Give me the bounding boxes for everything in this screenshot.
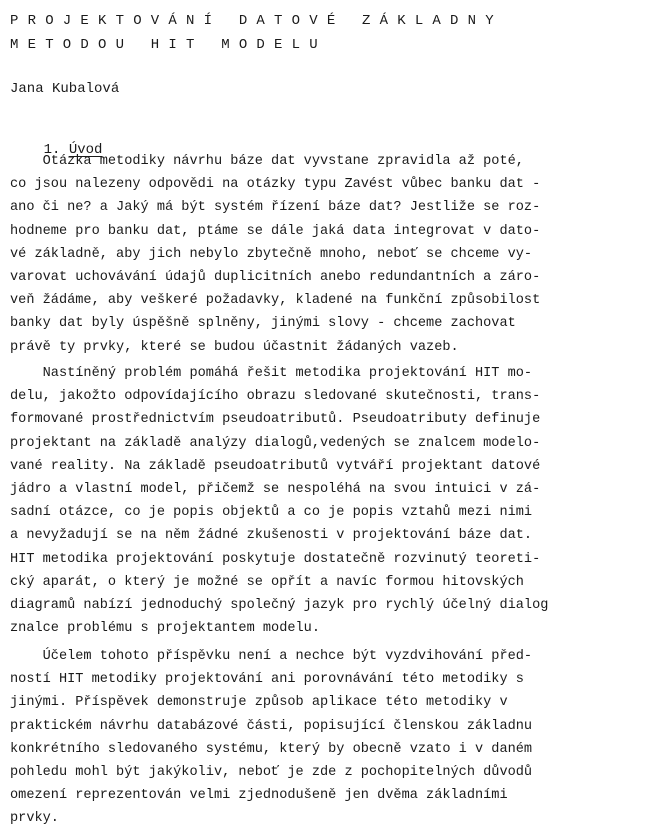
paragraph-line: vané reality. Na základě pseudoatributů vytváří projektant datové (10, 458, 541, 474)
paragraph-line: Nastíněný problém pomáhá řešit metodika projektování HIT mo- (10, 366, 533, 381)
paragraph-line: právě ty prvky, které se budou účastnit žádaných vazeb. (10, 339, 459, 355)
paragraph-line: Účelem tohoto příspěvku není a nechce být vyzdvihování před- (10, 649, 533, 664)
paragraph-line: a nevyžadují se na něm žádné zkušenosti v projektování báze dat. (10, 528, 533, 544)
paragraph-1 (10, 150, 650, 359)
author-name: Jana Kubalová (10, 81, 120, 97)
paragraph-line: jinými. Příspěvek demonstruje způsob aplikace této metodiky v (10, 695, 508, 711)
paragraph-line: co jsou nalezeny odpovědi na otázky typu Zavést vůbec banku dat - (10, 177, 541, 193)
paragraph-line: jádro a vlastní model, přičemž se nespoléhá na svou intuici v zá- (10, 481, 541, 497)
paragraph-line: vé základně, aby jich nebylo zbytečně mnoho, neboť se chceme vy- (10, 246, 533, 262)
document-title-line-1: PROJEKTOVÁNÍ DATOVÉ ZÁKLADNY (10, 13, 503, 29)
paragraph-line: praktickém návrhu databázové části, popisující členskou základnu (10, 718, 533, 734)
paragraph-line: sadní otázce, co je popis objektů a co je popis vztahů mezi nimi (10, 505, 533, 521)
paragraph-line: projektant na základě analýzy dialogů,vedených se znalcem modelo- (10, 435, 541, 451)
paragraph-line: varovat uchovávání údajů duplicitních anebo redundantních a záro- (10, 269, 541, 285)
document-title-line-2: METODOU HIT MODELU (10, 37, 327, 53)
paragraph-line: hodneme pro banku dat, ptáme se dále jaká data integrovat v dato- (10, 223, 541, 239)
paragraph-line: cký aparát, o který je možné se opřít a navíc formou hitovských (10, 574, 524, 590)
paragraph-line: ností HIT metodiky projektování ani porovnávání této metodiky s (10, 672, 524, 688)
paragraph-line: diagramů nabízí jednoduchý společný jazyk pro rychlý účelný dialog (10, 597, 549, 613)
paragraph-line: prvky. (10, 811, 59, 827)
paragraph-3 (10, 645, 650, 831)
paragraph-line: banky dat byly úspěšně splněny, jinými slovy - chceme zachovat (10, 316, 516, 332)
paragraph-line: delu, jakožto odpovídajícího obrazu sledované skutečnosti, trans- (10, 389, 541, 405)
paragraph-line: formované prostřednictvím pseudoatributů. Pseudoatributy definuje (10, 412, 541, 428)
paragraph-2 (10, 362, 650, 640)
paragraph-line: HIT metodika projektování poskytuje dostatečně rozvinutý teoreti- (10, 551, 541, 567)
section-title: Úvod (68, 142, 103, 158)
paragraph-line: konkrétního sledovaného systému, který by obecně vzato i v daném (10, 741, 533, 757)
paragraph-line: omezení reprezentován velmi zjednodušeně jen dvěma základními (10, 788, 508, 804)
paragraph-line: Otázka metodiky návrhu báze dat vyvstane zpravidla až poté, (10, 154, 524, 169)
paragraph-line: znalce problému s projektantem modelu. (10, 621, 320, 637)
paragraph-line: ano či ne? a Jaký má být systém řízení báze dat? Jestliže se roz- (10, 200, 541, 216)
section-number: 1. (43, 142, 61, 158)
paragraph-line: pohledu mohl být jakýkoliv, neboť je zde z pochopitelných důvodů (10, 764, 533, 780)
paragraph-line: veň žádáme, aby veškeré požadavky, kladené na funkční způsobilost (10, 293, 541, 309)
